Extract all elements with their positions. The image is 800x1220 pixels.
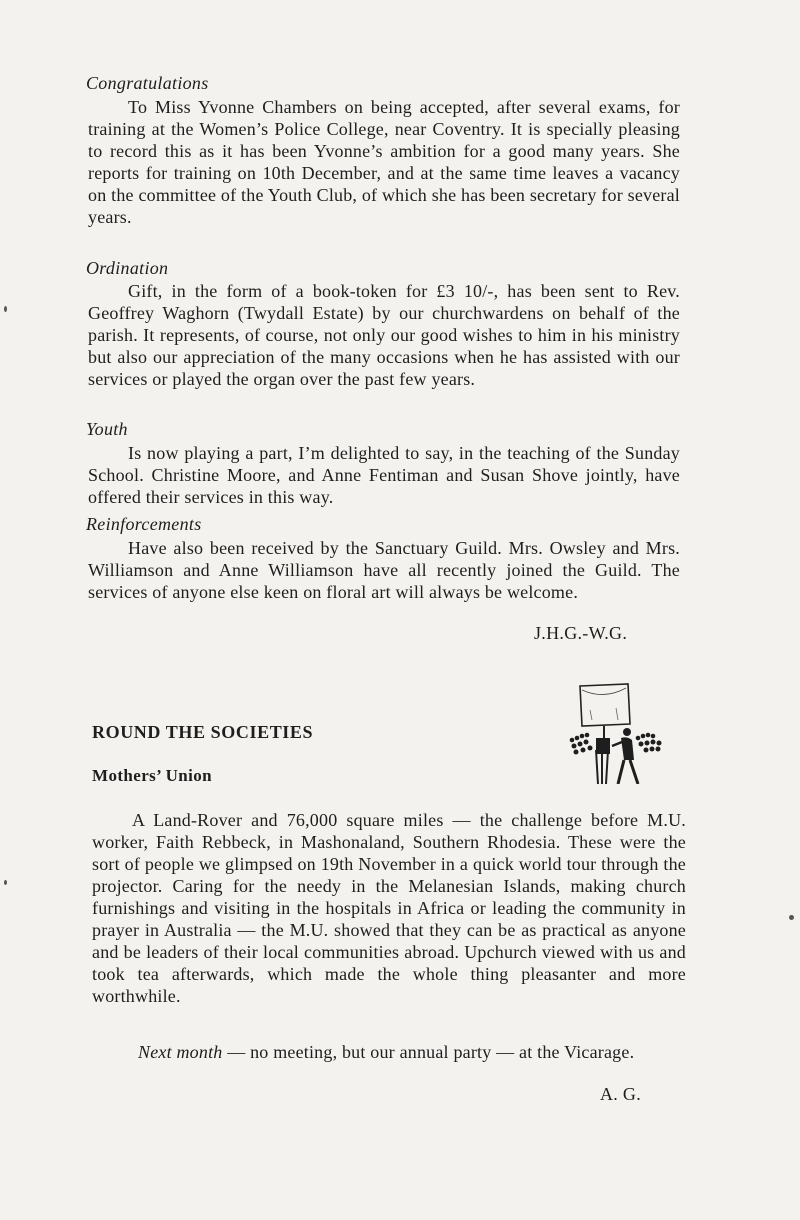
congratulations-heading: Congratulations: [86, 73, 209, 93]
ordination-paragraph: [88, 280, 680, 390]
margin-speck: [789, 915, 794, 920]
mothers-union-title: Mothers’ Union: [92, 766, 213, 785]
congratulations-paragraph: [88, 96, 680, 228]
congratulations-text: To Miss Yvonne Chambers on being accepted, after several exams, for training at the Women’s Police College, near Coventry. It is specially pleasing to record this as it has been Yvonne’s ambition for a good many years. She reports for training on 10th December, and at the same time leaves a vacancy on the committee of the Youth Club, of which she has been secretary for several years.: [88, 97, 680, 227]
ordination-heading: Ordination: [86, 258, 169, 278]
next-month-text: — no meeting, but our annual party — at the Vicarage.: [222, 1042, 635, 1062]
mothers-union-text: A Land-Rover and 76,000 square miles — the challenge before M.U. worker, Faith Rebbeck, in Mashonaland, Southern Rhodesia. These were the sort of people we glimpsed on 19th November in a quick world tour through the projector. Caring for the needy in the Melanesian Islands, making church furnishings and visiting in the hospitals in Africa or leading the community in prayer in Australia — the M.U. showed that they can be as practical as anyone and be leaders of their local communities abroad. Upchurch viewed with us and took tea afterwards, which made the whole thing pleasanter and more worthwhile.: [92, 810, 686, 1006]
projector-screen-illustration: [566, 680, 666, 784]
next-month-label: Next month: [138, 1042, 223, 1062]
reinforcements-paragraph: [88, 537, 680, 603]
margin-speck: [4, 306, 7, 312]
mothers-union-paragraph: [92, 809, 686, 1007]
youth-paragraph: [88, 442, 680, 508]
mothers-union-signature: A. G.: [600, 1084, 641, 1104]
youth-heading: Youth: [86, 419, 128, 439]
next-month-paragraph: [92, 1041, 686, 1063]
reinforcements-heading: Reinforcements: [86, 514, 202, 534]
ordination-text: Gift, in the form of a book-token for £3 10/-, has been sent to Rev. Geoffrey Waghorn (Twydall Estate) by our churchwardens on behalf of the parish. It represents, of course, not only our good wishes to him in his ministry but also our appreciation of the many occasions when he has assisted with our services or played the organ over the past few years.: [88, 281, 680, 389]
youth-text: Is now playing a part, I’m delighted to say, in the teaching of the Sunday School. Christine Moore, and Anne Fentiman and Susan Shove jointly, have offered their services in this way.: [88, 443, 680, 507]
societies-title: ROUND THE SOCIETIES: [92, 722, 314, 742]
reinforcements-text: Have also been received by the Sanctuary Guild. Mrs. Owsley and Mrs. Williamson and Anne Williamson have all recently joined the Guild. The services of anyone else keen on floral art will always be welcome.: [88, 538, 680, 602]
reinforcements-signature: J.H.G.-W.G.: [534, 623, 628, 643]
margin-speck: [4, 880, 7, 885]
